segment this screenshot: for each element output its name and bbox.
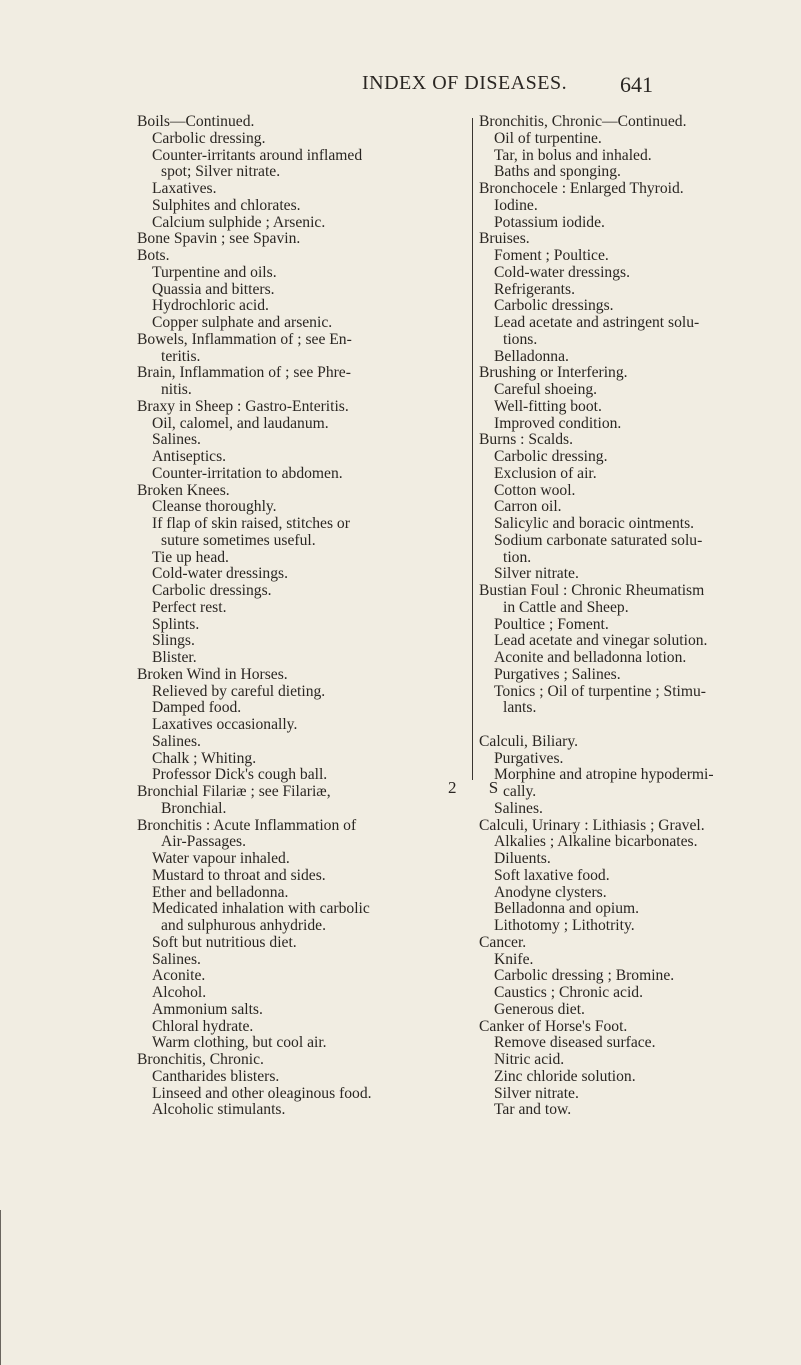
index-line: Morphine and atropine hypodermi- bbox=[494, 766, 714, 784]
index-line: Purgatives. bbox=[494, 749, 564, 767]
index-heading: Bruises. bbox=[479, 230, 530, 248]
index-line: Belladonna and opium. bbox=[494, 900, 640, 918]
index-heading: Brushing or Interfering. bbox=[479, 364, 628, 382]
index-line: Carron oil. bbox=[494, 498, 562, 516]
index-heading: Bustian Foul : Chronic Rheumatism bbox=[479, 582, 705, 599]
index-column-right bbox=[479, 114, 761, 1119]
index-line: Purgatives ; Salines. bbox=[494, 665, 621, 683]
index-line: Nitric acid. bbox=[494, 1051, 565, 1068]
index-line: Slings. bbox=[152, 632, 195, 650]
index-line: and sulphurous anhydride. bbox=[161, 917, 327, 934]
index-line: Alkalies ; Alkaline bicarbonates. bbox=[494, 833, 698, 851]
index-line: Iodine. bbox=[494, 196, 538, 214]
index-line: spot; Silver nitrate. bbox=[161, 163, 281, 181]
index-line: Exclusion of air. bbox=[494, 464, 597, 482]
index-line: cally. bbox=[503, 783, 537, 800]
index-line: Potassium iodide. bbox=[494, 213, 605, 231]
index-column-left bbox=[137, 114, 477, 1119]
index-line: Carbolic dressing. bbox=[494, 448, 608, 465]
index-heading: Boils—Continued. bbox=[137, 113, 255, 130]
index-heading: Bronchial Filariæ ; see Filariæ, bbox=[137, 783, 331, 800]
index-line: Belladonna. bbox=[494, 347, 569, 365]
index-line: Turpentine and oils. bbox=[152, 263, 277, 281]
index-line: Splints. bbox=[152, 615, 200, 633]
index-line: Salines. bbox=[152, 732, 201, 750]
index-line: Chloral hydrate. bbox=[152, 1017, 254, 1035]
index-line: Anodyne clysters. bbox=[494, 883, 607, 901]
index-line: Foment ; Poultice. bbox=[494, 247, 609, 264]
index-line: Ether and belladonna. bbox=[152, 883, 289, 901]
index-line: Aconite and belladonna lotion. bbox=[494, 649, 687, 666]
index-heading: Canker of Horse's Foot. bbox=[479, 1017, 628, 1035]
entry-gap bbox=[479, 717, 761, 734]
index-line: Carbolic dressings. bbox=[494, 297, 614, 315]
index-line: Salines. bbox=[494, 799, 543, 817]
index-line: Carbolic dressings. bbox=[152, 582, 272, 599]
index-line: Salicylic and boracic ointments. bbox=[494, 515, 695, 532]
column-divider bbox=[472, 118, 473, 780]
index-line: Professor Dick's cough ball. bbox=[152, 766, 328, 784]
index-heading: Broken Knees. bbox=[137, 481, 230, 499]
index-line: Ammonium salts. bbox=[152, 1000, 263, 1018]
index-line: Generous diet. bbox=[494, 1000, 585, 1018]
index-line: Poultice ; Foment. bbox=[494, 615, 609, 633]
index-line: Diluents. bbox=[494, 850, 551, 867]
index-line: Carbolic dressing ; Bromine. bbox=[494, 967, 675, 985]
page-edge-line bbox=[0, 1210, 1, 1365]
index-line: Soft but nutritious diet. bbox=[152, 933, 297, 951]
index-heading: Bronchitis, Chronic. bbox=[137, 1051, 264, 1068]
index-line: tion. bbox=[503, 548, 532, 566]
signature-mark: 2 S bbox=[448, 778, 513, 797]
index-line: Silver nitrate. bbox=[494, 1084, 579, 1102]
index-line: in Cattle and Sheep. bbox=[503, 598, 629, 616]
index-line: Cleanse thoroughly. bbox=[152, 498, 277, 516]
index-heading: Cancer. bbox=[479, 933, 527, 951]
index-heading: Burns : Scalds. bbox=[479, 431, 573, 449]
index-line: Linseed and other oleaginous food. bbox=[152, 1084, 372, 1102]
index-line: Oil of turpentine. bbox=[494, 129, 602, 147]
index-line: nitis. bbox=[161, 381, 192, 398]
index-line: Improved condition. bbox=[494, 414, 622, 432]
index-heading: Bone Spavin ; see Spavin. bbox=[137, 230, 301, 248]
index-line: Silver nitrate. bbox=[494, 565, 579, 583]
index-line: tions. bbox=[503, 330, 538, 348]
index-line: Refrigerants. bbox=[494, 280, 575, 298]
index-line: Lead acetate and astringent solu- bbox=[494, 314, 700, 331]
index-line: Air-Passages. bbox=[161, 833, 247, 851]
index-line: Damped food. bbox=[152, 699, 242, 717]
index-line: Counter-irritation to abdomen. bbox=[152, 464, 343, 482]
index-line: Tar and tow. bbox=[494, 1101, 572, 1119]
index-line: Cold-water dressings. bbox=[152, 565, 288, 583]
index-heading: Broken Wind in Horses. bbox=[137, 665, 288, 683]
index-line: Perfect rest. bbox=[152, 598, 227, 616]
index-line: Caustics ; Chronic acid. bbox=[494, 984, 643, 1001]
index-line: Sulphites and chlorates. bbox=[152, 196, 301, 214]
index-line: Mustard to throat and sides. bbox=[152, 866, 326, 884]
index-line: Aconite. bbox=[152, 967, 206, 985]
index-heading: Bronchitis, Chronic—Continued. bbox=[479, 113, 687, 130]
index-heading: Calculi, Biliary. bbox=[479, 732, 579, 750]
index-line: If flap of skin raised, stitches or bbox=[152, 515, 350, 532]
index-line: Hydrochloric acid. bbox=[152, 297, 269, 315]
index-line: Sodium carbonate saturated solu- bbox=[494, 531, 703, 549]
index-line: Quassia and bitters. bbox=[152, 280, 275, 298]
index-line: Medicated inhalation with carbolic bbox=[152, 900, 370, 918]
index-heading: Bronchitis : Acute Inflammation of bbox=[137, 816, 357, 834]
index-line: lants. bbox=[503, 699, 537, 717]
index-line: Alcoholic stimulants. bbox=[152, 1101, 286, 1119]
index-line: Laxatives. bbox=[152, 180, 217, 197]
index-line: Zinc chloride solution. bbox=[494, 1067, 636, 1085]
index-line: Salines. bbox=[152, 950, 201, 968]
index-heading: Bots. bbox=[137, 247, 170, 264]
index-line: Relieved by careful dieting. bbox=[152, 682, 326, 700]
index-line: Calcium sulphide ; Arsenic. bbox=[152, 213, 326, 231]
index-line: Alcohol. bbox=[152, 984, 207, 1001]
page-number: 641 bbox=[620, 72, 653, 97]
index-line: Tie up head. bbox=[152, 548, 229, 566]
index-heading: Braxy in Sheep : Gastro-Enteritis. bbox=[137, 397, 349, 415]
index-line: Carbolic dressing. bbox=[152, 129, 266, 147]
index-line: Oil, calomel, and laudanum. bbox=[152, 414, 329, 432]
index-line: Cantharides blisters. bbox=[152, 1067, 280, 1085]
index-heading: Calculi, Urinary : Lithiasis ; Gravel. bbox=[479, 816, 705, 834]
index-line: Water vapour inhaled. bbox=[152, 850, 290, 867]
index-line: Blister. bbox=[152, 649, 197, 666]
index-line: Counter-irritants around inflamed bbox=[152, 146, 363, 164]
index-line: Warm clothing, but cool air. bbox=[152, 1034, 327, 1052]
index-line: Salines. bbox=[152, 431, 201, 449]
index-heading: Bronchocele : Enlarged Thyroid. bbox=[479, 180, 684, 197]
index-line: Copper sulphate and arsenic. bbox=[152, 314, 333, 331]
index-line: Well-fitting boot. bbox=[494, 397, 602, 415]
index-line: Remove diseased surface. bbox=[494, 1034, 656, 1052]
index-heading: Bowels, Inflammation of ; see En- bbox=[137, 330, 352, 348]
index-line: Cotton wool. bbox=[494, 481, 576, 499]
index-line: Tonics ; Oil of turpentine ; Stimu- bbox=[494, 682, 706, 700]
index-line: Lithotomy ; Lithotrity. bbox=[494, 917, 635, 934]
index-line: Cold-water dressings. bbox=[494, 263, 630, 281]
index-line: Antiseptics. bbox=[152, 448, 227, 465]
index-line: Lead acetate and vinegar solution. bbox=[494, 632, 708, 650]
index-line: Knife. bbox=[494, 950, 534, 968]
index-line: Laxatives occasionally. bbox=[152, 716, 298, 733]
index-line: Tar, in bolus and inhaled. bbox=[494, 146, 652, 164]
index-line: Chalk ; Whiting. bbox=[152, 749, 257, 767]
index-line: Bronchial. bbox=[161, 799, 227, 817]
index-line: suture sometimes useful. bbox=[161, 531, 316, 549]
index-line: Soft laxative food. bbox=[494, 866, 610, 884]
index-line: Baths and sponging. bbox=[494, 163, 621, 181]
index-line: Careful shoeing. bbox=[494, 381, 598, 398]
index-heading: Brain, Inflammation of ; see Phre- bbox=[137, 364, 351, 382]
index-line: teritis. bbox=[161, 347, 201, 365]
page-header: INDEX OF DISEASES. bbox=[362, 72, 568, 94]
